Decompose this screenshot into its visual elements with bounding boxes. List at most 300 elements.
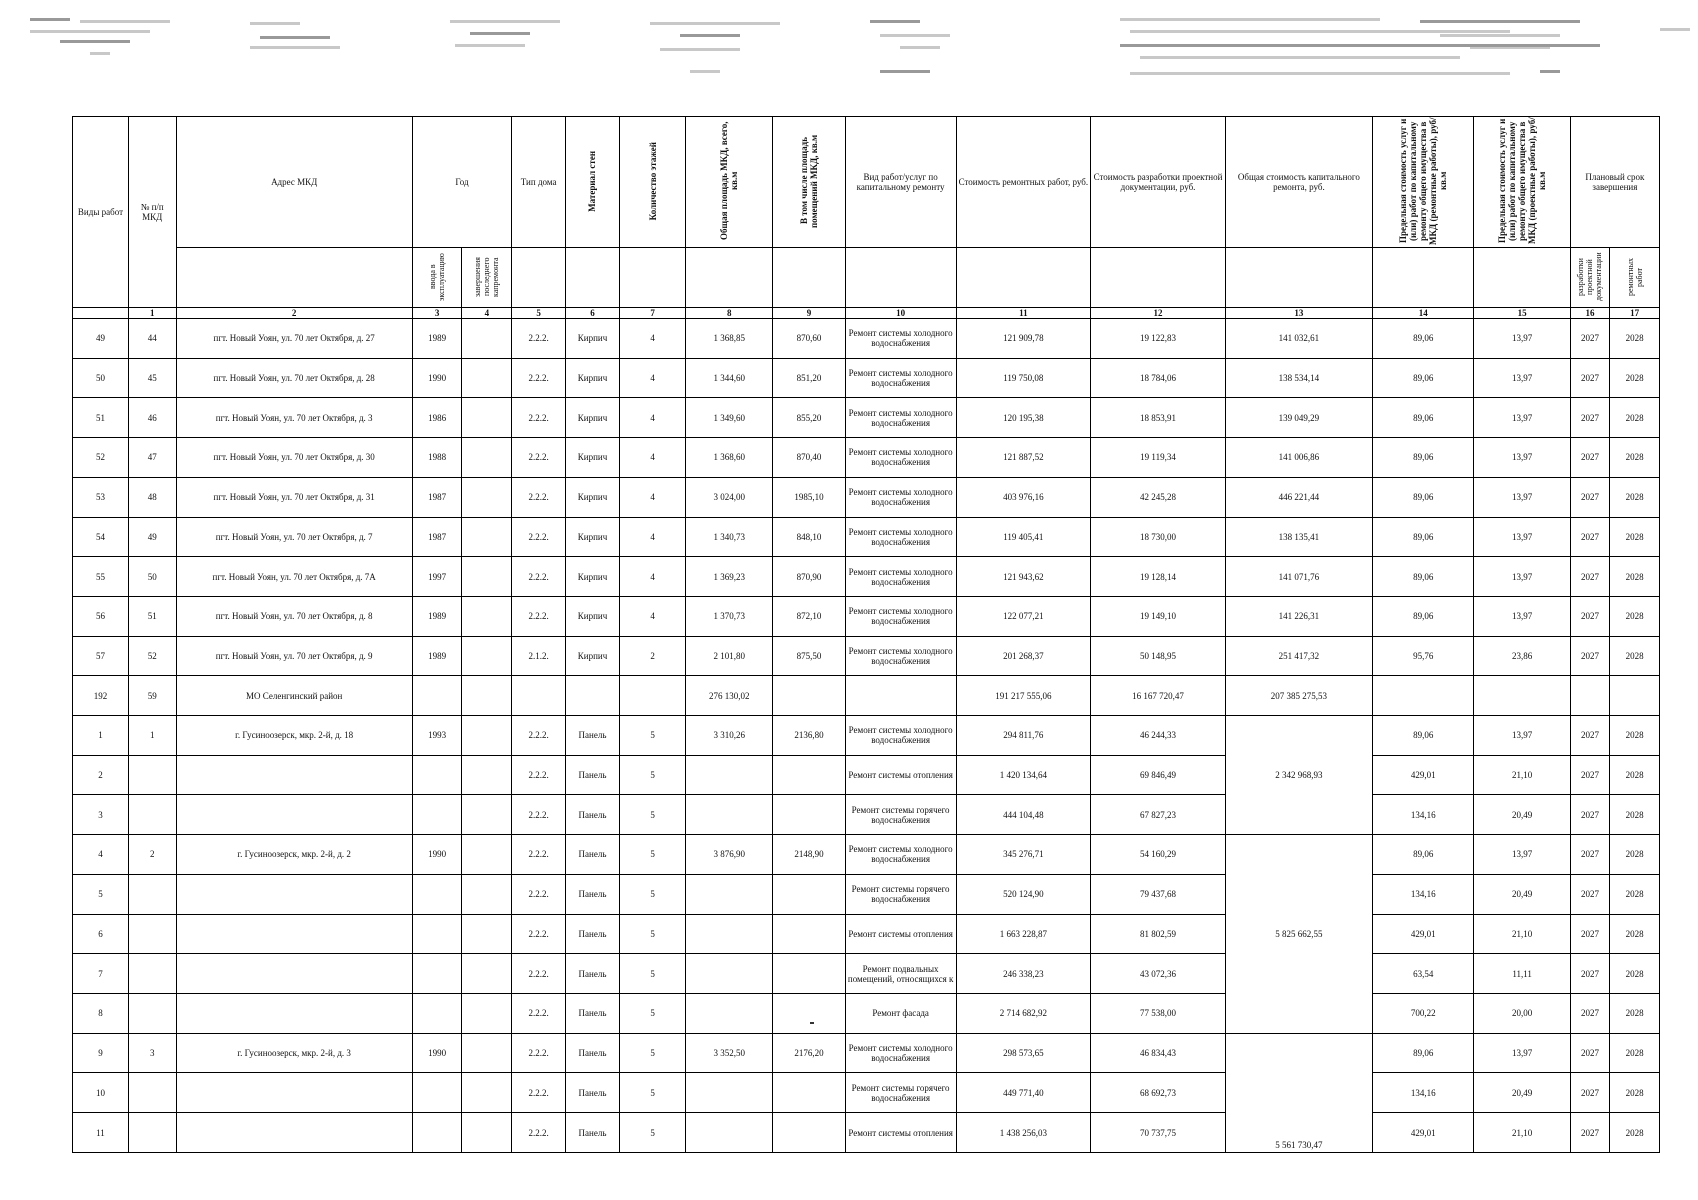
table-row (73, 716, 1660, 756)
cell-god-vvoda (412, 1073, 462, 1113)
cell-srok-remont: 2028 (1610, 438, 1660, 478)
cell-god-zaversheniya (462, 1073, 512, 1113)
cell-ploshad-pomesh (773, 954, 846, 994)
cell-stoimost-remont: 444 104,48 (956, 795, 1091, 835)
col-subheader-empty (566, 248, 620, 308)
cell-god-zaversheniya (462, 517, 512, 557)
cell-god-vvoda: 1989 (412, 596, 462, 636)
cell-material: Кирпич (566, 596, 620, 636)
cell-pred-14: 89,06 (1372, 477, 1474, 517)
cell-nomer (128, 914, 176, 954)
cell-pred-14: 89,06 (1372, 557, 1474, 597)
cell-nomer: 47 (128, 438, 176, 478)
cell-ploshad-pomesh (773, 874, 846, 914)
work-type-text: Ремонт системы холодного водоснабжения (848, 844, 953, 865)
cell-tip-doma: 2.2.2. (512, 438, 566, 478)
scan-noise-line (1470, 46, 1550, 49)
cell-god-vvoda: 1986 (412, 398, 462, 438)
scan-noise-line (260, 36, 330, 39)
cell-vid: 55 (73, 557, 129, 597)
cell-srok-proekt: 2027 (1570, 835, 1609, 875)
cell-ploshad (686, 874, 773, 914)
cell-material: Кирпич (566, 557, 620, 597)
cell-stoimost-proekt: 18 784,06 (1091, 358, 1226, 398)
cell-tip-doma: 2.2.2. (512, 398, 566, 438)
cell-work-type (845, 596, 956, 636)
cell-ploshad: 2 101,80 (686, 636, 773, 676)
table-row (73, 358, 1660, 398)
cell-empty (773, 676, 846, 716)
cell-stoimost-remont: 191 217 555,06 (956, 676, 1091, 716)
cell-obshaya-stoimost: 138 534,14 (1225, 358, 1372, 398)
cell-address: пгт. Новый Уоян, ул. 70 лет Октября, д. 7 (176, 517, 412, 557)
col-header-pred-stoimost-14: Предельная стоимость услуг и (или) работ по капитальному ремонту общего имущества в МКД (ремонтные работы), руб/кв.м (1372, 117, 1474, 248)
col-header-stoimost-remont: Стоимость ремонтных работ, руб. (956, 117, 1091, 248)
cell-nomer: 52 (128, 636, 176, 676)
cell-ploshad: 1 340,73 (686, 517, 773, 557)
cell-stoimost-proekt: 70 737,75 (1091, 1113, 1226, 1153)
cell-srok-proekt: 2027 (1570, 596, 1609, 636)
cell-work-type (845, 993, 956, 1033)
cell-god-zaversheniya (462, 1033, 512, 1073)
cell-god-vvoda (412, 914, 462, 954)
cell-stoimost-proekt: 50 148,95 (1091, 636, 1226, 676)
cell-stoimost-proekt: 54 160,29 (1091, 835, 1226, 875)
cell-address: пгт. Новый Уоян, ул. 70 лет Октября, д. 31 (176, 477, 412, 517)
cell-etazhi: 5 (619, 755, 685, 795)
cell-pred-15: 23,86 (1474, 636, 1570, 676)
work-type-text: Ремонт системы горячего водоснабжения (851, 1082, 950, 1103)
cell-ploshad: 1 344,60 (686, 358, 773, 398)
cell-god-vvoda: 1987 (412, 517, 462, 557)
cell-address: г. Гусиноозерск, мкр. 2-й, д. 3 (176, 1033, 412, 1073)
cell-obshaya-stoimost: 139 049,29 (1225, 398, 1372, 438)
cell-obshaya-stoimost: 138 135,41 (1225, 517, 1372, 557)
cell-nomer: 2 (128, 835, 176, 875)
cell-vid: 56 (73, 596, 129, 636)
cell-pred-14: 429,01 (1372, 755, 1474, 795)
cell-nomer: 44 (128, 319, 176, 359)
cell-nomer (128, 755, 176, 795)
cell-vid: 7 (73, 954, 129, 994)
col-header-etazhi: Количество этажей (619, 117, 685, 248)
cell-god-vvoda: 1989 (412, 319, 462, 359)
cell-pred-15: 13,97 (1474, 358, 1570, 398)
cell-obshaya-stoimost: 141 071,76 (1225, 557, 1372, 597)
cell-material: Панель (566, 716, 620, 756)
table-row (73, 596, 1660, 636)
cell-empty (1570, 676, 1609, 716)
cell-srok-proekt: 2027 (1570, 993, 1609, 1033)
cell-empty (462, 676, 512, 716)
scan-artifact (810, 1022, 814, 1024)
cell-ploshad-pomesh (773, 993, 846, 1033)
cell-stoimost-proekt: 18 730,00 (1091, 517, 1226, 557)
work-type-text: Ремонт системы холодного водоснабжения (848, 645, 953, 666)
cell-material: Панель (566, 1113, 620, 1153)
cell-etazhi: 2 (619, 636, 685, 676)
cell-work-type (845, 398, 956, 438)
capital-repair-table (72, 116, 1660, 1153)
cell-god-vvoda (412, 1113, 462, 1153)
cell-pred-14: 89,06 (1372, 716, 1474, 756)
column-number: 12 (1091, 308, 1226, 319)
cell-god-zaversheniya (462, 596, 512, 636)
scan-noise-line (1130, 30, 1510, 33)
scan-noise-line (1130, 72, 1510, 75)
cell-ploshad (686, 1073, 773, 1113)
cell-address (176, 874, 412, 914)
cell-address (176, 755, 412, 795)
cell-god-zaversheniya (462, 636, 512, 676)
cell-nomer: 48 (128, 477, 176, 517)
cell-address (176, 914, 412, 954)
scan-noise-line (80, 20, 170, 23)
cell-work-type (845, 319, 956, 359)
cell-material: Кирпич (566, 438, 620, 478)
cell-god-zaversheniya (462, 1113, 512, 1153)
cell-ploshad-pomesh: 870,60 (773, 319, 846, 359)
column-number: 14 (1372, 308, 1474, 319)
cell-pred-15: 13,97 (1474, 398, 1570, 438)
column-number: 5 (512, 308, 566, 319)
cell-ploshad-pomesh (773, 1073, 846, 1113)
cell-pred-14: 700,22 (1372, 993, 1474, 1033)
col-subheader-empty (1474, 248, 1570, 308)
cell-god-zaversheniya (462, 795, 512, 835)
cell-nomer (128, 874, 176, 914)
cell-god-vvoda (412, 795, 462, 835)
table-row (73, 914, 1660, 954)
cell-obshaya-stoimost: 251 417,32 (1225, 636, 1372, 676)
cell-srok-remont: 2028 (1610, 755, 1660, 795)
cell-material: Кирпич (566, 358, 620, 398)
cell-tip-doma: 2.2.2. (512, 835, 566, 875)
cell-tip-doma: 2.2.2. (512, 517, 566, 557)
cell-material: Панель (566, 795, 620, 835)
cell-pred-14: 89,06 (1372, 438, 1474, 478)
col-header-vid-rabot: Виды работ (73, 117, 129, 308)
cell-ploshad-pomesh: 870,40 (773, 438, 846, 478)
column-number: 2 (176, 308, 412, 319)
column-number: 16 (1570, 308, 1609, 319)
table-row (73, 398, 1660, 438)
work-type-text: Ремонт системы отопления (848, 928, 953, 939)
cell-god-vvoda (412, 755, 462, 795)
cell-tip-doma: 2.2.2. (512, 596, 566, 636)
cell-srok-proekt: 2027 (1570, 438, 1609, 478)
column-number: 13 (1225, 308, 1372, 319)
cell-srok-proekt: 2027 (1570, 319, 1609, 359)
cell-ploshad (686, 914, 773, 954)
cell-etazhi: 4 (619, 398, 685, 438)
cell-material: Панель (566, 835, 620, 875)
col-header-obshaya-stoimost: Общая стоимость капитального ремонта, руб. (1225, 117, 1372, 248)
cell-srok-proekt: 2027 (1570, 914, 1609, 954)
scan-noise-line (880, 70, 930, 73)
scan-noise-line (1140, 56, 1460, 59)
col-subheader-god-zaversheniya: завершения последнего капремонта (462, 248, 512, 308)
cell-work-type (845, 438, 956, 478)
table-row (73, 557, 1660, 597)
cell-material: Панель (566, 755, 620, 795)
cell-ploshad-pomesh: 2136,80 (773, 716, 846, 756)
cell-tip-doma: 2.2.2. (512, 358, 566, 398)
cell-work-type (845, 358, 956, 398)
cell-material: Панель (566, 993, 620, 1033)
cell-pred-15: 20,00 (1474, 993, 1570, 1033)
table-row (73, 874, 1660, 914)
cell-ploshad (686, 795, 773, 835)
cell-pred-15: 13,97 (1474, 596, 1570, 636)
cell-etazhi: 5 (619, 874, 685, 914)
col-subheader-god-vvoda: ввода в эксплуатацию (412, 248, 462, 308)
table-row (73, 835, 1660, 875)
cell-stoimost-remont: 120 195,38 (956, 398, 1091, 438)
cell-srok-proekt: 2027 (1570, 755, 1609, 795)
cell-work-type (845, 755, 956, 795)
cell-etazhi: 5 (619, 716, 685, 756)
table-row (73, 954, 1660, 994)
cell-stoimost-proekt: 67 827,23 (1091, 795, 1226, 835)
col-header-stoimost-proekt: Стоимость разработки проектной документации, руб. (1091, 117, 1226, 248)
cell-material: Панель (566, 954, 620, 994)
cell-etazhi: 4 (619, 517, 685, 557)
cell-pred-14: 89,06 (1372, 517, 1474, 557)
table-row (73, 993, 1660, 1033)
scan-noise-line (680, 34, 740, 37)
cell-srok-remont: 2028 (1610, 954, 1660, 994)
cell-work-type (845, 1073, 956, 1113)
table-row (73, 1073, 1660, 1113)
cell-etazhi: 5 (619, 835, 685, 875)
cell-pred-15: 11,11 (1474, 954, 1570, 994)
cell-srok-proekt: 2027 (1570, 954, 1609, 994)
cell-pred-14: 134,16 (1372, 1073, 1474, 1113)
cell-work-type (845, 874, 956, 914)
col-subheader-srok-remont: ремонтных работ (1610, 248, 1660, 308)
cell-tip-doma: 2.2.2. (512, 1033, 566, 1073)
column-number: 1 (128, 308, 176, 319)
cell-stoimost-proekt: 19 119,34 (1091, 438, 1226, 478)
cell-address (176, 1113, 412, 1153)
cell-pred-14: 134,16 (1372, 874, 1474, 914)
cell-material: Кирпич (566, 636, 620, 676)
cell-srok-proekt: 2027 (1570, 1113, 1609, 1153)
cell-ploshad: 1 370,73 (686, 596, 773, 636)
cell-srok-proekt: 2027 (1570, 477, 1609, 517)
cell-god-zaversheniya (462, 755, 512, 795)
scan-noise-line (660, 48, 740, 51)
cell-material: Кирпич (566, 319, 620, 359)
work-type-text: Ремонт системы отопления (848, 1127, 953, 1138)
column-number: 11 (956, 308, 1091, 319)
cell-address (176, 795, 412, 835)
cell-obshaya-stoimost-merged: 5 825 662,55 (1225, 835, 1372, 1034)
cell-etazhi: 5 (619, 993, 685, 1033)
cell-srok-proekt: 2027 (1570, 1033, 1609, 1073)
cell-stoimost-proekt: 19 122,83 (1091, 319, 1226, 359)
cell-nomer (128, 1073, 176, 1113)
cell-address: пгт. Новый Уоян, ул. 70 лет Октября, д. 27 (176, 319, 412, 359)
cell-stoimost-proekt: 42 245,28 (1091, 477, 1226, 517)
scan-noise-line (30, 30, 150, 33)
cell-stoimost-remont: 201 268,37 (956, 636, 1091, 676)
cell-srok-remont: 2028 (1610, 358, 1660, 398)
cell-address (176, 954, 412, 994)
column-number: 9 (773, 308, 846, 319)
cell-god-zaversheniya (462, 993, 512, 1033)
cell-ploshad: 276 130,02 (686, 676, 773, 716)
cell-srok-remont: 2028 (1610, 319, 1660, 359)
cell-pred-14: 134,16 (1372, 795, 1474, 835)
work-type-text: Ремонт системы холодного водоснабжения (848, 725, 953, 746)
scan-noise-line (90, 52, 110, 55)
cell-ploshad-pomesh: 870,90 (773, 557, 846, 597)
cell-ploshad: 3 310,26 (686, 716, 773, 756)
cell-empty (1610, 676, 1660, 716)
cell-etazhi: 4 (619, 477, 685, 517)
cell-ploshad-pomesh: 855,20 (773, 398, 846, 438)
cell-work-type (845, 954, 956, 994)
cell-etazhi: 5 (619, 1033, 685, 1073)
cell-etazhi: 4 (619, 319, 685, 359)
scan-noise-line (1660, 28, 1690, 31)
cell-pred-14: 89,06 (1372, 398, 1474, 438)
column-number: 17 (1610, 308, 1660, 319)
cell-stoimost-proekt: 46 834,43 (1091, 1033, 1226, 1073)
cell-address: г. Гусиноозерск, мкр. 2-й, д. 18 (176, 716, 412, 756)
cell-stoimost-remont: 122 077,21 (956, 596, 1091, 636)
cell-god-zaversheniya (462, 557, 512, 597)
cell-srok-remont: 2028 (1610, 1073, 1660, 1113)
scan-noise-line (30, 18, 70, 21)
column-number: 10 (845, 308, 956, 319)
cell-god-vvoda: 1990 (412, 835, 462, 875)
cell-etazhi: 5 (619, 1073, 685, 1113)
cell-material: Панель (566, 874, 620, 914)
cell-vid: 2 (73, 755, 129, 795)
scan-noise-line (650, 22, 780, 25)
cell-ploshad-pomesh: 848,10 (773, 517, 846, 557)
cell-pred-15: 13,97 (1474, 835, 1570, 875)
cell-vid: 4 (73, 835, 129, 875)
work-type-text: Ремонт системы холодного водоснабжения (848, 447, 953, 468)
cell-address (176, 1073, 412, 1113)
scan-noise-line (450, 20, 560, 23)
col-subheader-empty (686, 248, 773, 308)
cell-srok-remont: 2028 (1610, 1113, 1660, 1153)
cell-stoimost-proekt: 46 244,33 (1091, 716, 1226, 756)
cell-srok-remont: 2028 (1610, 874, 1660, 914)
cell-work-type (845, 517, 956, 557)
column-number: 7 (619, 308, 685, 319)
cell-ploshad: 3 024,00 (686, 477, 773, 517)
cell-material: Кирпич (566, 477, 620, 517)
cell-empty (619, 676, 685, 716)
col-header-address: Адрес МКД (176, 117, 412, 248)
cell-pred-14: 89,06 (1372, 1033, 1474, 1073)
scan-noise-line (900, 46, 940, 49)
cell-god-zaversheniya (462, 914, 512, 954)
scan-noise-line (690, 70, 720, 73)
cell-god-vvoda: 1993 (412, 716, 462, 756)
cell-ploshad-pomesh: 2148,90 (773, 835, 846, 875)
cell-etazhi: 5 (619, 954, 685, 994)
cell-srok-remont: 2028 (1610, 993, 1660, 1033)
cell-srok-remont: 2028 (1610, 1033, 1660, 1073)
cell-god-vvoda: 1988 (412, 438, 462, 478)
cell-pred-14: 89,06 (1372, 596, 1474, 636)
column-number: 4 (462, 308, 512, 319)
cell-stoimost-proekt: 16 167 720,47 (1091, 676, 1226, 716)
table-row (73, 1033, 1660, 1073)
cell-address: пгт. Новый Уоян, ул. 70 лет Октября, д. 3 (176, 398, 412, 438)
cell-etazhi: 5 (619, 1113, 685, 1153)
cell-obshaya-stoimost: 141 006,86 (1225, 438, 1372, 478)
cell-ploshad: 1 349,60 (686, 398, 773, 438)
cell-stoimost-remont: 246 338,23 (956, 954, 1091, 994)
cell-srok-remont: 2028 (1610, 835, 1660, 875)
cell-srok-remont: 2028 (1610, 398, 1660, 438)
cell-god-vvoda: 1987 (412, 477, 462, 517)
table-row (73, 636, 1660, 676)
cell-srok-proekt: 2027 (1570, 557, 1609, 597)
cell-vid: 57 (73, 636, 129, 676)
work-type-text: Ремонт системы горячего водоснабжения (851, 804, 950, 825)
cell-pred-15: 13,97 (1474, 716, 1570, 756)
cell-tip-doma: 2.2.2. (512, 874, 566, 914)
col-header-srok: Плановый срок завершения (1570, 117, 1659, 248)
scan-noise-line (250, 46, 340, 49)
cell-tip-doma: 2.2.2. (512, 1073, 566, 1113)
col-header-tip-doma: Тип дома (512, 117, 566, 248)
work-type-text: Ремонт системы холодного водоснабжения (848, 328, 953, 349)
cell-stoimost-remont: 2 714 682,92 (956, 993, 1091, 1033)
col-header-god: Год (412, 117, 511, 248)
cell-stoimost-proekt: 19 128,14 (1091, 557, 1226, 597)
scan-noise-line (250, 22, 300, 25)
cell-god-zaversheniya (462, 954, 512, 994)
column-number-row (73, 308, 1660, 319)
cell-nomer (128, 954, 176, 994)
cell-ploshad-pomesh: 851,20 (773, 358, 846, 398)
cell-empty (845, 676, 956, 716)
cell-god-vvoda (412, 874, 462, 914)
cell-stoimost-remont: 121 909,78 (956, 319, 1091, 359)
cell-tip-doma: 2.2.2. (512, 477, 566, 517)
cell-material: Панель (566, 1073, 620, 1113)
cell-etazhi: 5 (619, 795, 685, 835)
table-row (73, 755, 1660, 795)
cell-stoimost-remont: 1 438 256,03 (956, 1113, 1091, 1153)
cell-pred-15: 13,97 (1474, 557, 1570, 597)
cell-address: пгт. Новый Уоян, ул. 70 лет Октября, д. 8 (176, 596, 412, 636)
cell-pred-15: 13,97 (1474, 477, 1570, 517)
cell-obshaya-stoimost: 141 226,31 (1225, 596, 1372, 636)
district-total-row (73, 676, 1660, 716)
cell-god-vvoda: 1997 (412, 557, 462, 597)
cell-srok-proekt: 2027 (1570, 795, 1609, 835)
col-subheader-empty (1091, 248, 1226, 308)
cell-vid: 50 (73, 358, 129, 398)
cell-srok-remont: 2028 (1610, 795, 1660, 835)
cell-pred-15: 21,10 (1474, 1113, 1570, 1153)
scanned-header-noise (0, 0, 1698, 100)
cell-etazhi: 4 (619, 596, 685, 636)
scan-noise-line (1440, 34, 1560, 37)
cell-stoimost-remont: 294 811,76 (956, 716, 1091, 756)
